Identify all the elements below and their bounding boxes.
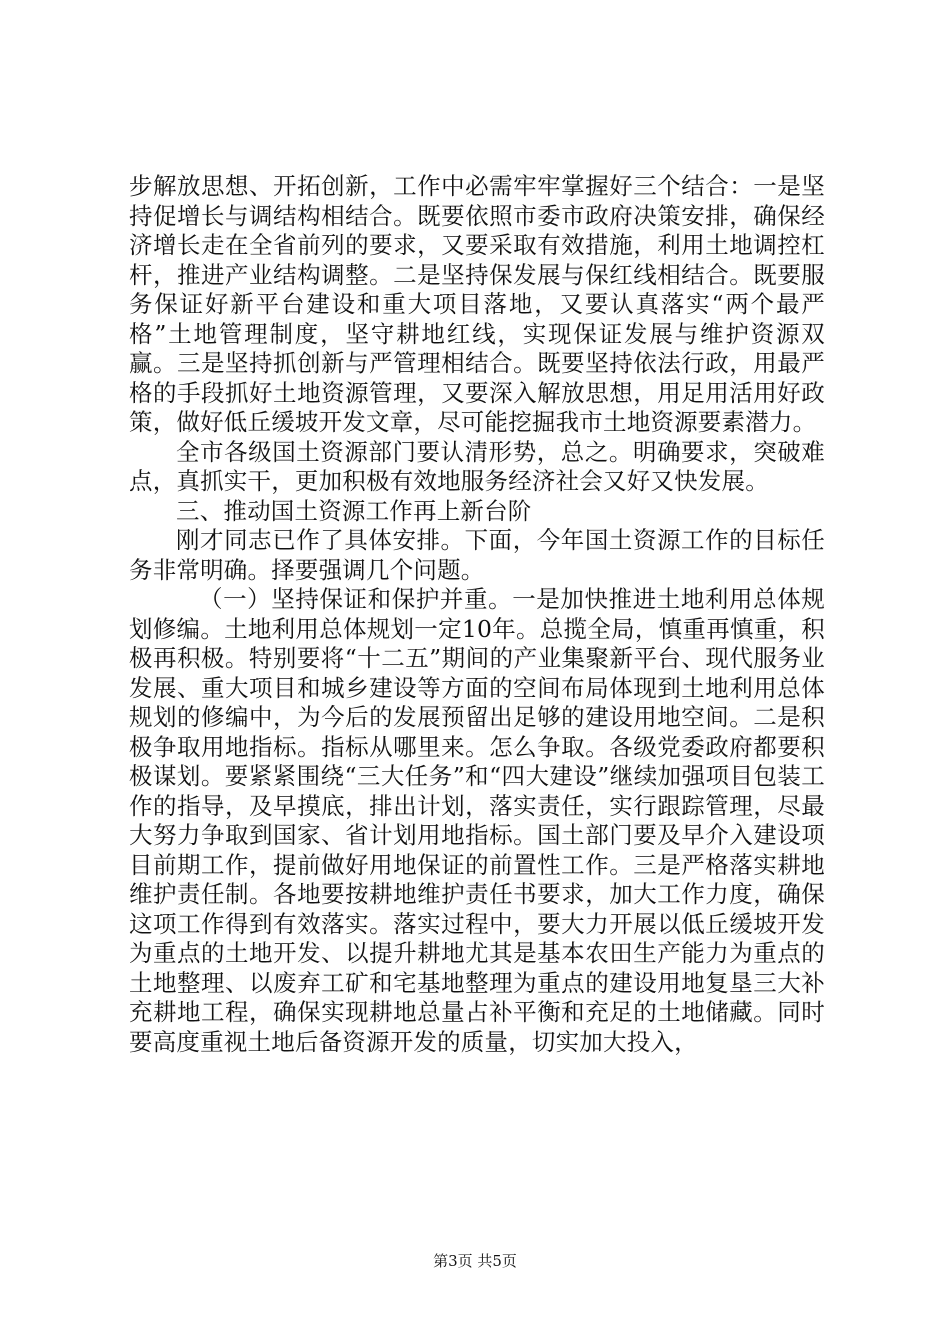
document-body bbox=[129, 172, 825, 1057]
paragraph-intro: 刚才同志已作了具体安排。下面，今年国土资源工作的目标任务非常明确。择要强调几个问题。 bbox=[129, 526, 825, 584]
paragraph-item-one: （一）坚持保证和保护并重。一是加快推进土地利用总体规划修编。土地利用总体规划一定10年。总揽全局，慎重再慎重，积极再积极。特别要将“十二五”期间的产业集聚新平台、现代服务业发展、重大项目和城乡建设等方面的空间布局体现到土地利用总体规划的修编中，为今后的发展预留出足够的建设用地空间。二是积极争取用地指标。指标从哪里来。怎么争取。各级党委政府都要积极谋划。要紧紧围绕“三大任务”和“四大建设”继续加强项目包装工作的指导，及早摸底，排出计划，落实责任，实行跟踪管理，尽最大努力争取到国家、省计划用地指标。国土部门要及早介入建设项目前期工作，提前做好用地保证的前置性工作。三是严格落实耕地维护责任制。各地要按耕地维护责任书要求，加大工作力度，确保这项工作得到有效落实。落实过程中，要大力开展以低丘缓坡开发为重点的土地开发、以提升耕地尤其是基本农田生产能力为重点的土地整理、以废弃工矿和宅基地整理为重点的建设用地复垦三大补充耕地工程，确保实现耕地总量占补平衡和充足的土地储藏。同时要高度重视土地后备资源开发的质量，切实加大投入， bbox=[129, 585, 825, 1056]
page-number-footer: 第3页 共5页 bbox=[433, 1252, 517, 1270]
paragraph-continuation: 步解放思想、开拓创新，工作中必需牢牢掌握好三个结合：一是坚持促增长与调结构相结合。既要依照市委市政府决策安排，确保经济增长走在全省前列的要求，又要采取有效措施，利用土地调控杠杆，推进产业结构调整。二是坚持保发展与保红线相结合。既要服务保证好新平台建设和重大项目落地，又要认真落实“两个最严格”土地管理制度，坚守耕地红线，实现保证发展与维护资源双赢。三是坚持抓创新与严管理相结合。既要坚持依法行政，用最严格的手段抓好土地资源管理，又要深入解放思想，用足用活用好政策，做好低丘缓坡开发文章，尽可能挖掘我市土地资源要素潜力。 bbox=[129, 172, 825, 436]
section-heading: 三、推动国土资源工作再上新台阶 bbox=[176, 496, 532, 525]
paragraph-summary: 全市各级国土资源部门要认清形势，总之。明确要求，突破难点，真抓实干，更加积极有效地服务经济社会又好又快发展。 bbox=[129, 437, 825, 495]
